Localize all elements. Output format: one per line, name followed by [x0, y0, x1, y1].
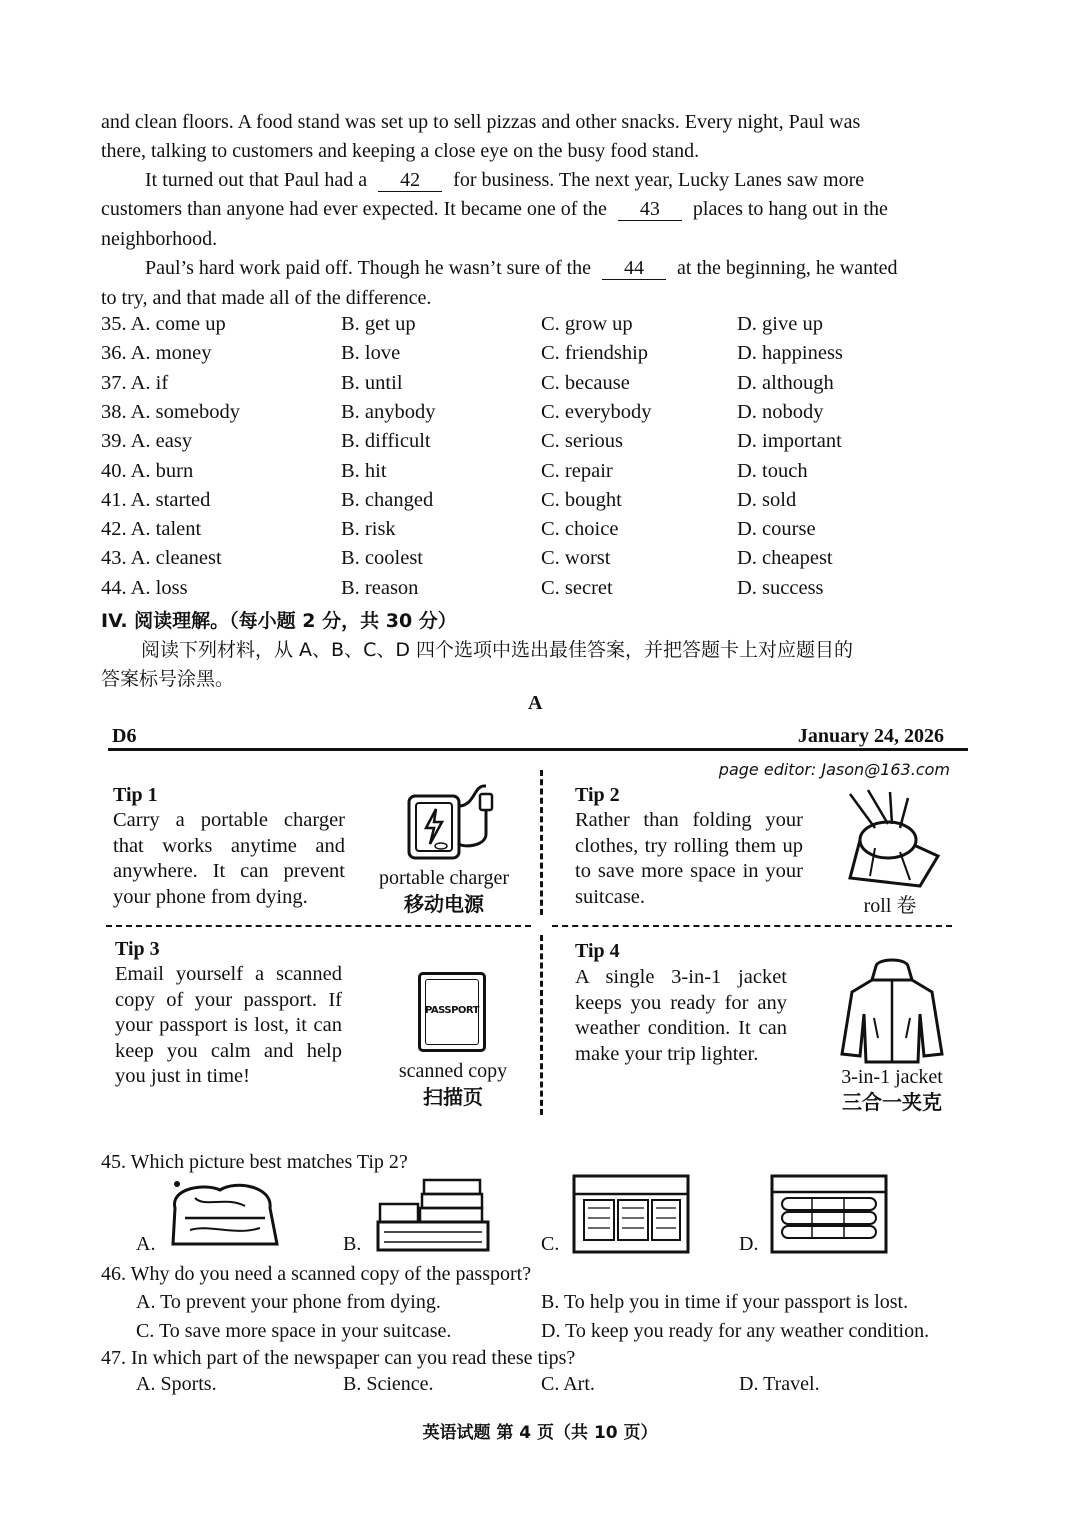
cloze-option: D. success	[737, 576, 824, 599]
cloze-option: C. grow up	[541, 313, 633, 335]
passage-line-4	[101, 195, 888, 225]
question-47: 47. In which part of the newspaper can you read these tips?	[101, 1347, 576, 1369]
newspaper-page: D6	[112, 725, 137, 747]
passport-icon	[418, 972, 486, 1052]
tip-4-caption-zh: 三合一夹克	[842, 1090, 942, 1114]
passage-text: It turned out that Paul had a	[145, 169, 368, 191]
blank-42: 42	[378, 169, 442, 192]
question-45: 45. Which picture best matches Tip 2?	[101, 1151, 408, 1173]
picture-a-messy-bag	[165, 1178, 283, 1259]
tip-2-text: Rather than folding your clothes, try rolling them up to save more space in your suitcase.	[575, 809, 803, 908]
cloze-option: B. get up	[341, 313, 416, 335]
q47-option-d: D. Travel.	[739, 1373, 820, 1395]
cloze-option: B. hit	[341, 459, 387, 482]
tip-1-text: Carry a portable charger that works anytime and anywhere. It can prevent your phone from dying.	[113, 809, 345, 908]
cloze-option: B. coolest	[341, 547, 423, 570]
tip-1-caption-zh: 移动电源	[404, 892, 484, 916]
divider-vertical	[540, 770, 543, 915]
cloze-option: C. repair	[541, 459, 613, 482]
q46-option-c: C. To save more space in your suitcase.	[136, 1320, 452, 1342]
tip-1-heading: Tip 1	[113, 784, 158, 806]
passage-text: for business. The next year, Lucky Lanes saw more	[453, 169, 865, 191]
cloze-option: B. difficult	[341, 430, 431, 453]
charger-icon	[404, 776, 496, 871]
section-instruction: 阅读下列材料，从 A、B、C、D 四个选项中选出最佳答案，并把答题卡上对应题目的	[141, 639, 854, 661]
cloze-option: C. worst	[541, 547, 611, 570]
cloze-option: D. give up	[737, 313, 823, 335]
cloze-option: 36. A. money	[101, 342, 212, 365]
cloze-option: 38. A. somebody	[101, 400, 240, 423]
tip-2-heading: Tip 2	[575, 784, 620, 806]
passage-line-6	[145, 254, 898, 284]
q47-option-c: C. Art.	[541, 1373, 595, 1395]
cloze-option: B. reason	[341, 576, 419, 599]
blank-43: 43	[618, 198, 682, 221]
cloze-option: C. choice	[541, 518, 619, 541]
cloze-option: B. risk	[341, 518, 396, 541]
passage-line-2: there, talking to customers and keeping a close eye on the busy food stand.	[101, 140, 700, 162]
q46-option-d: D. To keep you ready for any weather condition.	[541, 1320, 930, 1342]
cloze-option: 42. A. talent	[101, 518, 202, 541]
rolling-clothes-icon	[830, 786, 945, 895]
cloze-option: C. secret	[541, 576, 613, 599]
page-footer: 英语试题 第 4 页（共 10 页）	[422, 1423, 658, 1443]
cloze-option: 35. A. come up	[101, 313, 226, 335]
passage-text: Paul’s hard work paid off. Though he wasn’t sure of the	[145, 257, 592, 279]
divider-horizontal	[106, 925, 531, 927]
cloze-option: 43. A. cleanest	[101, 547, 222, 570]
cloze-option: D. important	[737, 430, 842, 453]
divider-horizontal	[552, 925, 952, 927]
picture-d-rolled-clothes	[768, 1172, 890, 1261]
cloze-option: C. bought	[541, 488, 622, 511]
q45-option-a-label: A.	[136, 1233, 156, 1255]
cloze-option: D. nobody	[737, 400, 824, 423]
tip-3-heading: Tip 3	[115, 938, 160, 960]
cloze-option: B. anybody	[341, 400, 436, 423]
passport-icon-label: PASSPORT	[424, 1005, 479, 1016]
tip-4-text: A single 3-in-1 jacket keeps you ready for any weather condition. It can make your trip lighter.	[575, 966, 787, 1065]
q46-option-b: B. To help you in time if your passport is lost.	[541, 1291, 909, 1313]
cloze-option: D. cheapest	[737, 547, 833, 570]
q45-option-b-label: B.	[343, 1233, 362, 1255]
tip-4-heading: Tip 4	[575, 940, 620, 962]
cloze-option: C. friendship	[541, 342, 649, 365]
cloze-option: B. love	[341, 342, 401, 365]
question-46: 46. Why do you need a scanned copy of the passport?	[101, 1263, 532, 1285]
section-instruction-2: 答案标号涂黑。	[101, 668, 235, 690]
tip-4-caption: 3-in-1 jacket	[841, 1066, 943, 1088]
passage-letter: A	[528, 692, 543, 714]
tip-3-caption: scanned copy	[398, 1060, 508, 1082]
tip-3-caption-zh: 扫描页	[423, 1085, 483, 1109]
passage-text: customers than anyone had ever expected. It became one of the	[101, 198, 607, 220]
cloze-option: B. changed	[341, 488, 434, 511]
q46-option-a: A. To prevent your phone from dying.	[136, 1291, 441, 1313]
cloze-option: 39. A. easy	[101, 430, 193, 453]
tip-1-caption: portable charger	[378, 867, 510, 889]
cloze-option: D. sold	[737, 488, 797, 511]
blank-44: 44	[602, 257, 666, 280]
cloze-option: 41. A. started	[101, 488, 211, 511]
passage-line-1: and clean floors. A food stand was set up to sell pizzas and other snacks. Every night, Paul was	[101, 111, 861, 133]
passage-line-3	[145, 166, 864, 196]
passage-line-5: neighborhood.	[101, 228, 218, 250]
cloze-option: C. because	[541, 371, 630, 394]
cloze-option: D. touch	[737, 459, 808, 482]
passage-text: places to hang out in the	[692, 198, 888, 220]
section-title: IV. 阅读理解。（每小题 2 分，共 30 分）	[101, 610, 457, 632]
q47-option-b: B. Science.	[343, 1373, 434, 1395]
cloze-option: 40. A. burn	[101, 459, 194, 482]
page-editor: page editor: Jason@163.com	[718, 760, 950, 779]
tip-2-caption: roll 卷	[863, 895, 917, 917]
cloze-option: 37. A. if	[101, 371, 169, 394]
q45-option-d-label: D.	[739, 1233, 759, 1255]
cloze-option: B. until	[341, 371, 403, 394]
jacket-icon	[838, 958, 946, 1069]
divider-vertical	[540, 935, 543, 1115]
cloze-option: D. course	[737, 518, 816, 541]
cloze-option: D. happiness	[737, 342, 843, 365]
newspaper-date: January 24, 2026	[797, 725, 944, 747]
cloze-option: 44. A. loss	[101, 576, 188, 599]
q45-option-c-label: C.	[541, 1233, 560, 1255]
picture-c-open-suitcase	[570, 1172, 692, 1261]
cloze-option: D. although	[737, 371, 834, 394]
passage-text: at the beginning, he wanted	[677, 257, 898, 279]
tip-3-text: Email yourself a scanned copy of your passport. If your passport is lost, it can keep you calm and help you just in time!	[115, 963, 342, 1087]
header-rule	[108, 748, 968, 751]
cloze-option: C. everybody	[541, 400, 652, 423]
cloze-option: C. serious	[541, 430, 623, 453]
q47-option-a: A. Sports.	[136, 1373, 217, 1395]
picture-b-folded-clothes	[374, 1174, 492, 1259]
passage-line-7: to try, and that made all of the difference.	[101, 287, 432, 309]
